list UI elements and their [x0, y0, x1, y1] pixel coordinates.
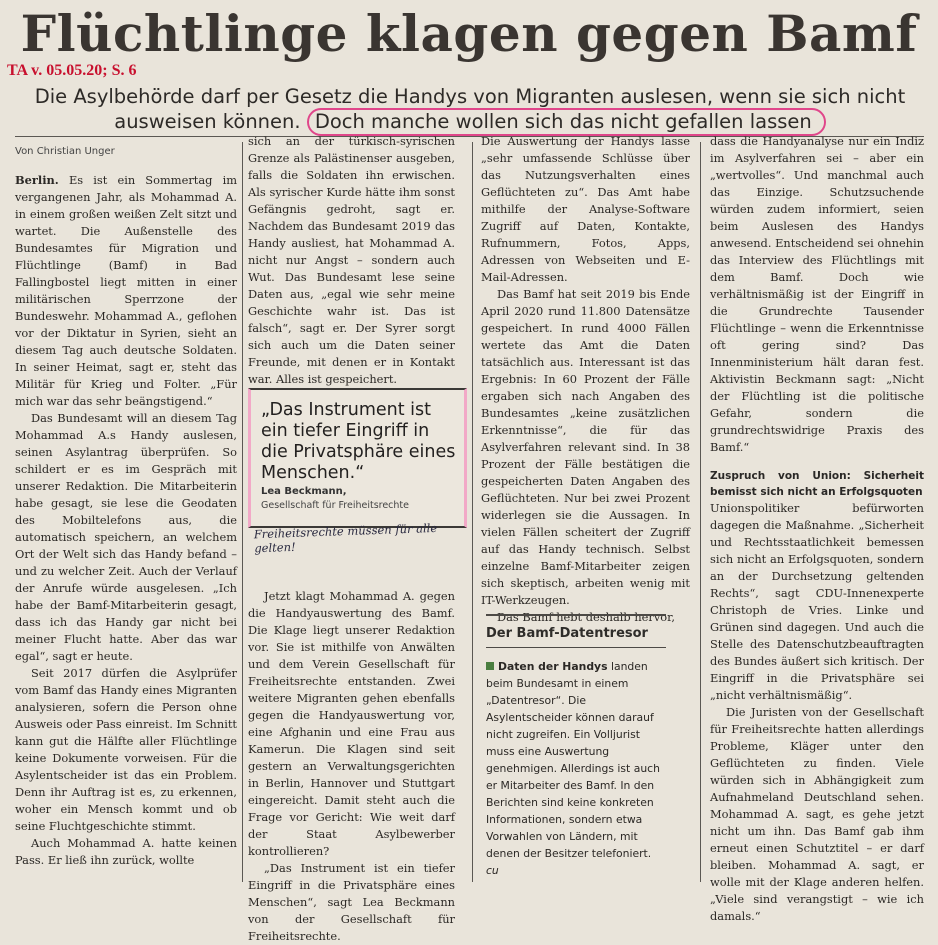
col4-para1: dass die Handyanalyse nur ein Indiz im Asylverfahren sei – aber ein „wertvolles“. Und manchmal auch das Einzige. Schutzsuchende würden zudem informiert, seien beim Auslesen des Handys anwesend. Entscheidend sei ohnehin das Interview des Flüchtlings mit dem Bamf. Doch wie verhältnismäßig ist der Eingriff in die Grundrechte Tausender Flüchtlinge – wenn die Erkenntnisse oft gering sind? Das Innenministerium hält daran fest. Aktivistin Beckmann sagt: „Nicht der Flüchtling ist die politische Gefahr, sondern die grundrechtswidrige Praxis des Bamf.“ — [710, 134, 924, 454]
info-box-lead: Daten der Handys — [498, 660, 608, 673]
info-box-text: landen beim Bundesamt in einem „Datentresor“. Die Asylentscheider können darauf nicht zugreifen. Ein Volljurist muss eine Auswertung genehmigen. Allerdings ist auch er Mitarbeiter des Bamf. In den Berichten sind keine konkreten Informationen, sondern etwa Vorwahlen von Ländern, mit denen der Besitzer telefoniert. — [486, 660, 660, 860]
col4-para3: Die Juristen von der Gesellschaft für Freiheitsrechte hatten allerdings Probleme, Kläger unter den Geflüchteten zu finden. Viele würden sich in Abhängigkeit zum Aufnahmeland Deutschland sehen. Mohammad A. sagt, es gehe jetzt nicht um ihn. Das Bamf gab ihm erneut einen Schutztitel – er darf bleiben. Mohammad A. sagt, er wolle mit der Klage anderen helfen. „Viele sind verangstigt – wie ich damals.“ — [710, 705, 924, 923]
column-1 — [15, 143, 237, 869]
column-rule-3 — [700, 142, 701, 882]
col1-para2: Das Bundesamt will an diesem Tag Mohammad A.s Handy auslesen, seinen Asylantrag überprüfen. So schildert er es im Gespräch mit unserer Redaktion. Die Mitarbeiterin habe gesagt, sie lese die Geodaten des Mobiltelefons aus, die automatisch speichern, an welchem Ort der Welt sich das Handy befand – und zu welcher Zeit. Auch der Verlauf der Anrufe würde ausgelesen. „Ich habe der Bamf-Mitarbeiterin gesagt, dass ich das Handy gar nicht bei meiner Flucht hatte. Aber das war egal“, sagt er heute. — [15, 411, 237, 663]
col4-para2: Unionspolitiker befürworten dagegen die Maßnahme. „Sicherheit und Rechtsstaatlichkeit bemessen sich nicht an Erfolgsquoten, sondern an der Durchsetzung geltenden Rechts“, sagt CDU-Innenexperte Christoph de Vries. Linke und Grünen sind dagegen. Und auch die Stelle des Datenschutzbeauftragten des Bundes äußert sich kritisch. Der Eingriff in die Privatsphäre sei „nicht verhältnismäßig“. — [710, 501, 924, 702]
green-square-icon — [486, 662, 494, 670]
author-byline: Von Christian Unger — [15, 146, 115, 157]
col1-para4: Auch Mohammad A. hatte keinen Pass. Er ließ ihn zurück, wollte — [15, 836, 237, 867]
col4-subtitle: Zuspruch von Union: Sicherheit bemisst sich nicht an Erfolgsquoten — [710, 470, 924, 498]
column-rule-1 — [242, 142, 243, 882]
column-rule-2 — [472, 142, 473, 882]
headline: Flüchtlinge klagen gegen Bamf — [20, 4, 918, 63]
col2-para3: „Das Instrument ist ein tiefer Eingriff in die Privatsphäre eines Menschen“, sagt Lea Beckmann von der Gesellschaft für Freiheitsrechte. — [248, 861, 455, 943]
pull-quote-name: Lea Beckmann, — [261, 486, 347, 497]
col1-para1 — [15, 172, 237, 410]
info-box-title: Der Bamf-Datentresor — [486, 626, 648, 641]
pull-quote-text: „Das Instrument ist ein tiefer Eingriff in die Privatsphäre eines Menschen.“ — [261, 400, 456, 483]
column-4 — [710, 133, 924, 925]
col2-para2: Jetzt klagt Mohammad A. gegen die Handyauswertung des Bamf. Die Klage liegt unserer Redaktion vor. Sie ist mithilfe von Anwälten und dem Verein Gesellschaft für Freiheitsrechte entstanden. Zwei weitere Migranten gehen ebenfalls gegen die Handyauswertung vor, eine Afghanin und eine Frau aus Kamerun. Die Klagen sind seit gestern an Verwaltungsgerichten in Berlin, Hannover und Stuttgart eingereicht. Damit steht auch die Frage vor Gericht: Wie weit darf der Staat Asylbewerber kontrollieren? — [248, 589, 455, 858]
col1-para3: Seit 2017 dürfen die Asylprüfer vom Bamf das Handy eines Migranten analysieren, sofern die Person ohne Ausweis oder Pass einreist. Im Schnitt kann gut die Hälfte aller Flüchtlinge keine Dokumente vorweisen. Für die Asylentscheider ist das ein Problem. Denn ihr Auftrag ist es, zu erkennen, woher ein Mensch kommt und ob seine Fluchtgeschichte stimmt. — [15, 666, 238, 833]
info-box-signature: cu — [486, 864, 499, 877]
info-box-rule — [486, 647, 666, 648]
pull-quote-role: Gesellschaft für Freiheitsrechte — [261, 500, 409, 511]
subhead-highlighted: Doch manche wollen sich das nicht gefallen lassen — [307, 108, 826, 136]
col3-para3: Das Bamf hebt deshalb hervor, — [497, 610, 675, 624]
col2-para1: sich an der türkisch-syrischen Grenze als Palästinenser ausgeben, falls die Soldaten ihn erwischen. Als syrischer Kurde hätte ihm sonst Gefängnis gedroht, sagt er. Nachdem das Bundesamt 2019 das Handy ausliest, hat Mohammad A. nicht nur Angst – sondern auch Wut. Das Bundesamt lese seine Daten aus, „egal wie sehr meine Geschichte wahr ist. Das ist falsch“, sagt er. Der Syrer sorgt sich auch um die Daten seiner Freunde, mit denen er in Kontakt war. Alles ist gespeichert. — [248, 134, 455, 386]
subheadline — [30, 84, 910, 134]
col1-para1-text: Es ist ein Sommertag im vergangenen Jahr, als Mohammad A. in einem großen weißen Zelt sitzt und wartet. Die Außenstelle des Bundesamtes für Migration und Flüchtlinge (Bamf) in Bad Fallingbostel liegt mitten in einer militärischen Sperrzone der Bundeswehr. Mohammad A., geflohen vor der Diktatur in Syrien, sieht an diesem Tag auch deutsche Soldaten. In seiner Heimat, sagt er, steht das Militär für Krieg und Folter. „Für mich war das sehr beängstigend.“ — [15, 173, 238, 408]
col3-para1: Die Auswertung der Handys lasse „sehr umfassende Schlüsse über das Nutzungsverhalten eines Geflüchteten zu“. Das Amt habe mithilfe der Analyse-Software Zugriff auf Daten, Kontakte, Rufnummern, Fotos, Apps, Adressen von Webseiten und E-Mail-Adressen. — [481, 134, 690, 284]
handwritten-note: Freiheitsrechte müssen für alle gelten! — [253, 520, 438, 556]
pull-quote — [248, 388, 467, 528]
source-stamp: TA v. 05.05.20; S. 6 — [7, 62, 137, 79]
col3-para2: Das Bamf hat seit 2019 bis Ende April 2020 rund 11.800 Datensätze gespeichert. In rund 4000 Fällen wertete das Amt die Daten tatsächlich aus. Interessant ist das Ergebnis: In 60 Prozent der Fälle ergaben sich nach Angaben des Bundesamtes „keine zusätzlichen Erkenntnisse“, die für das Asylverfahren relevant sind. In 38 Prozent der Fälle bestätigen die gespeicherten Daten Angaben des Geflüchteten. Nur bei zwei Prozent widerlegen sie die Aussagen. In vielen Fällen scheitert der Zugriff auf das Handy technisch. Selbst einzelne Bamf-Mitarbeiter zeigen sich skeptisch, arbeiten wenig mit IT-Werkzeugen. — [481, 287, 690, 607]
info-box-datentresor — [486, 614, 666, 879]
column-3 — [481, 133, 690, 626]
info-box-body — [486, 658, 666, 879]
dateline-city: Berlin. — [15, 173, 59, 187]
subhead-part1: Die Asylbehörde darf per Gesetz die Handys von Migranten auslesen, wenn sie sich nicht ausweisen können. — [34, 85, 906, 133]
